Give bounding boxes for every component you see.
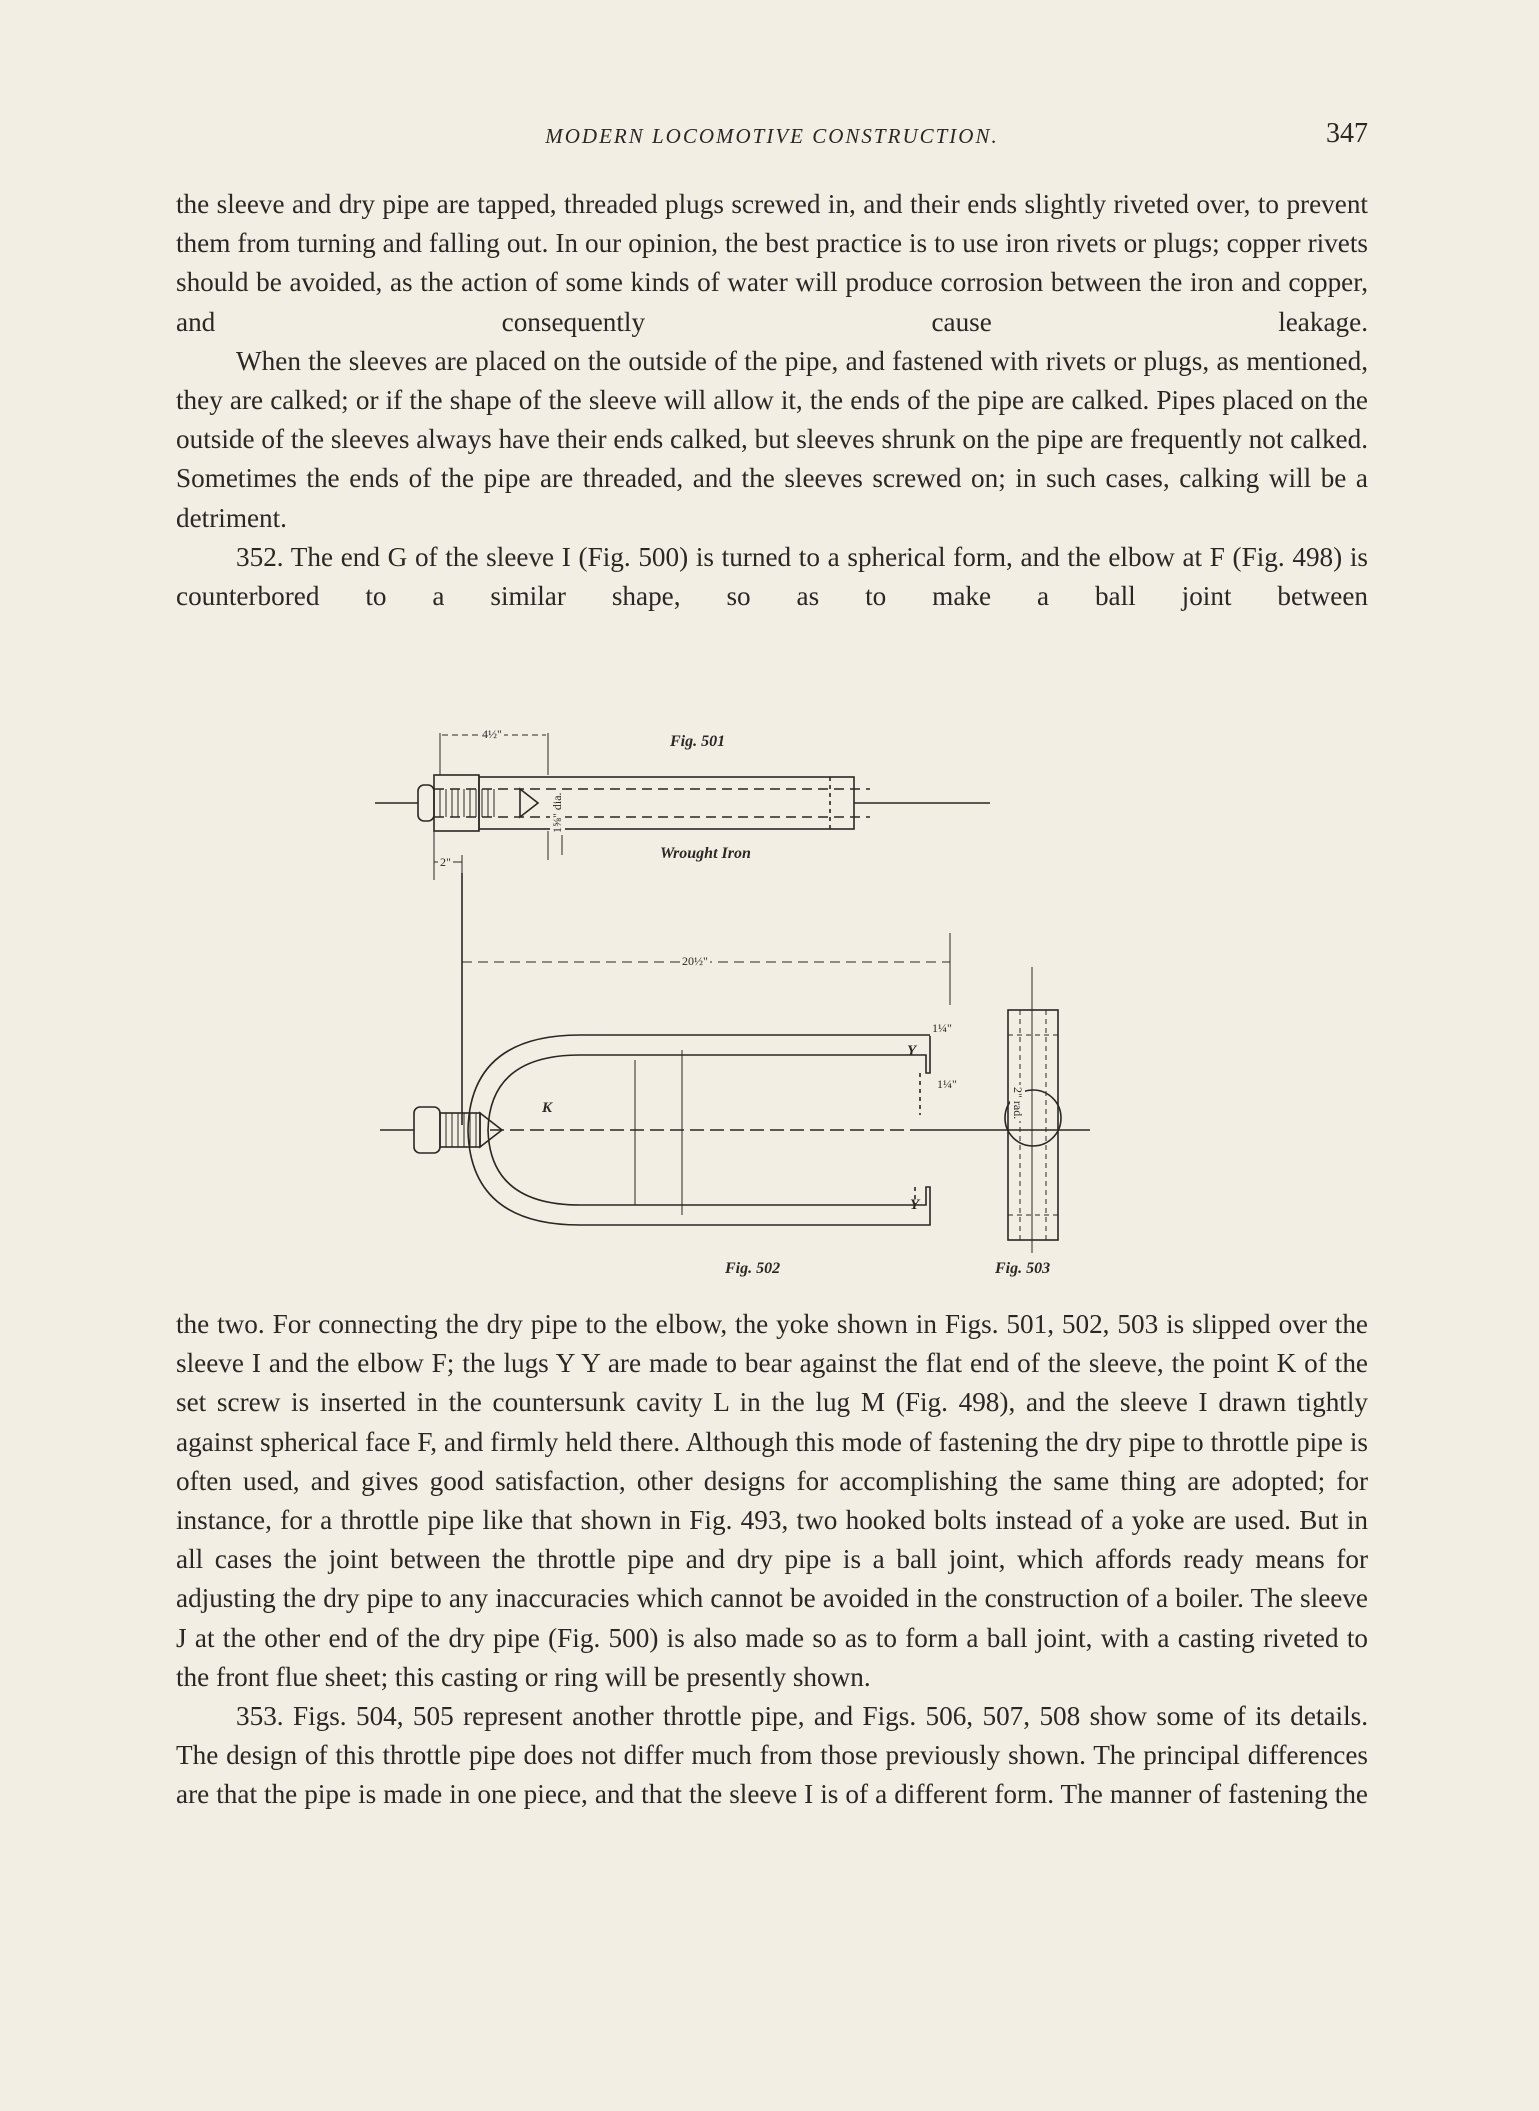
paragraph: 353. Figs. 504, 505 represent another throttle pipe, and Figs. 506, 507, 508 show some of its details. The design of this throttle pipe does not differ much from those previously shown. The principal differences are that the pipe is made in one piece, and that the sleeve I is of a different form. The manner of fastening the [176, 1701, 1368, 1810]
fig503-label: Fig. 503 [995, 1260, 1051, 1277]
fig502-label: Fig. 502 [725, 1260, 781, 1277]
page-header [176, 118, 1368, 158]
yoke-figure [370, 705, 1180, 1295]
body-text-top [176, 185, 1368, 616]
dim-overall: 20½" [682, 954, 708, 968]
dim-lug-top: 1¼" [932, 1021, 952, 1035]
letter-k: K [542, 1100, 553, 1116]
dim-radius: 2" rad. [1011, 1087, 1025, 1120]
fig502-drawing [380, 1035, 1090, 1225]
dim-top: 4½" [482, 727, 502, 741]
fig501-label: Fig. 501 [670, 733, 726, 750]
paragraph: the two. For connecting the dry pipe to the elbow, the yoke shown in Figs. 501, 502, 503 is slipped over the sleeve I and the elbow F; the lugs Y Y are made to bear against the flat end of the sleeve, the point K of the set screw is inserted in the countersunk cavity L in the lug M (Fig. 498), and the sleeve I drawn tightly against spherical face F, and firmly held there. Although this mode of fastening the dry pipe to throttle pipe is often used, and gives good satisfaction, other designs for accomplishing the same thing are adopted; for instance, for a throttle pipe like that shown in Fig. 493, two hooked bolts instead of a yoke are used. But in all cases the joint between the throttle pipe and dry pipe is a ball joint, which affords ready means for adjusting the dry pipe to any inaccuracies which cannot be avoided in the construction of a boiler. The sleeve J at the other end of the dry pipe (Fig. 500) is also made so as to form a ball joint, with a casting riveted to the front flue sheet; this casting or ring will be presently shown. [176, 1309, 1368, 1692]
dim-left: 2" [440, 855, 451, 869]
letter-y-top: Y [907, 1043, 917, 1059]
yoke-drawing [370, 705, 1180, 1295]
page-number: 347 [1326, 118, 1368, 149]
running-title: MODERN LOCOMOTIVE CONSTRUCTION. [545, 124, 999, 148]
dim-diameter: 1⅝" dia. [550, 792, 564, 833]
body-text-bottom [176, 1305, 1368, 1815]
paragraph: the sleeve and dry pipe are tapped, threaded plugs screwed in, and their ends slightly riveted over, to prevent them from turning and falling out. In our opinion, the best practice is to use iron rivets or plugs; copper rivets should be avoided, as the action of some kinds of water will produce corrosion between the iron and copper, and consequently cause leakage. [176, 189, 1368, 337]
dim-lug-side: 1¼" [937, 1077, 957, 1091]
overall-dimension [462, 933, 950, 1005]
letter-y-bottom: Y [910, 1197, 920, 1213]
paragraph: When the sleeves are placed on the outside of the pipe, and fastened with rivets or plugs, as mentioned, they are calked; or if the shape of the sleeve will allow it, the ends of the pipe are calked. Pipes placed on the outside of the sleeves always have their ends calked, but sleeves shrunk on the pipe are frequently not calked. Sometimes the ends of the pipe are threaded, and the sleeves screwed on; in such cases, calking will be a detriment. [176, 345, 1368, 533]
material-label: Wrought Iron [660, 845, 751, 862]
paragraph: 352. The end G of the sleeve I (Fig. 500) is turned to a spherical form, and the elbow at F (Fig. 498) is counterbored to a similar shape, so as to make a ball joint between [176, 541, 1368, 612]
